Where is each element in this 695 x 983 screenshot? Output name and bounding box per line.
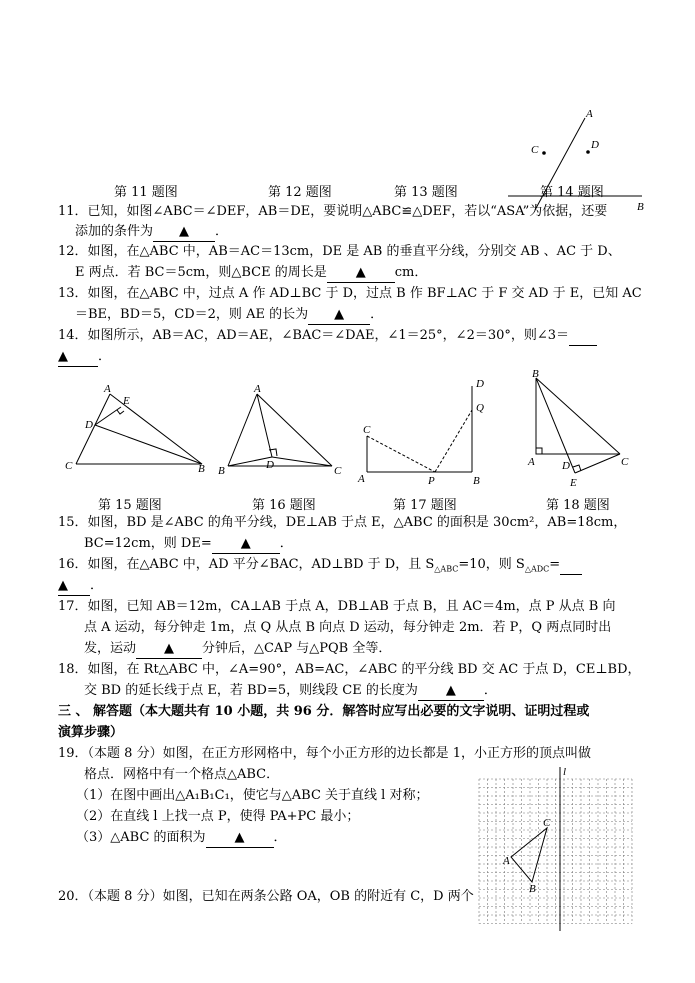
q11-line2: [75, 223, 228, 242]
fig19-label-a: A: [503, 855, 510, 867]
q19-p3-text: （3）△ABC 的面积为: [76, 830, 206, 845]
fig19-label-c: C: [543, 817, 551, 829]
q16-sub-adc: △ADC: [524, 564, 550, 574]
q17-line3: [84, 640, 391, 659]
q12-line1: 12．如图，在△ABC 中，AB＝AC＝13cm，DE 是 AB 的垂直平分线，分别交 AB 、AC 于 D、: [58, 244, 621, 259]
q19-part2: （2）在直线 l 上找一点 P，使得 PA+PC 最小；: [76, 809, 360, 824]
fig16-label-b: B: [218, 465, 225, 477]
q11-text: 添加的条件为: [75, 224, 154, 239]
q20-line1: 20．（本题 8 分）如图，已知在两条公路 OA，OB 的附近有 C，D 两个: [58, 889, 474, 904]
q16-answer-blank[interactable]: ▲: [58, 577, 90, 596]
q17-line2: 点 A 运动，每分钟走 1m，点 Q 从点 B 向点 D 运动，每分钟走 2m．若 P，Q 两点同时出: [84, 620, 612, 635]
caption-18: 第 18 题图: [546, 498, 610, 513]
q13-line2: [75, 306, 383, 325]
q17-end: 分钟后，△CAP 与△PQB 全等．: [202, 641, 392, 656]
fig18-label-c: C: [621, 456, 629, 468]
figure-16: [215, 380, 350, 480]
q18-answer-blank[interactable]: ▲: [418, 682, 484, 701]
q14-answer-blank[interactable]: ▲: [58, 348, 98, 367]
caption-13: 第 13 题图: [394, 185, 458, 200]
q19-end: ．: [273, 830, 287, 845]
q14-text: 14．如图所示，AB＝AC，AD＝AE，∠BAC＝∠DAE，∠1＝25°，∠2＝30°，则∠3＝: [58, 328, 570, 343]
q19-answer-blank[interactable]: ▲: [206, 829, 274, 848]
figure-18: [522, 368, 637, 490]
q15-end: ．: [279, 536, 293, 551]
fig15-label-a: A: [104, 383, 111, 395]
section3-title-cont: 演算步骤）: [58, 725, 124, 740]
q17-text: 发，运动: [84, 641, 137, 656]
caption-11: 第 11 题图: [114, 185, 178, 200]
figure-17: [355, 376, 495, 486]
q17-line1: 17．如图，已知 AB＝12m，CA⊥AB 于点 A，DB⊥AB 于点 B，且 AC＝4m，点 P 从点 B 向: [58, 599, 616, 614]
fig15-label-b: B: [198, 463, 205, 475]
fig17-label-a: A: [358, 473, 365, 485]
fig18-label-e: E: [570, 477, 577, 489]
q14-line2: [58, 348, 111, 367]
fig19-label-b: B: [529, 883, 536, 895]
figure-15: [62, 382, 212, 477]
q16-line2: [58, 577, 103, 596]
q16-text-a: 16．如图，在△ABC 中，AD 平分∠BAC，AD⊥BD 于 D，且 S: [58, 557, 435, 572]
q14-end: ．: [98, 349, 112, 364]
fig18-label-b: B: [532, 368, 539, 380]
q12-line2: [75, 264, 427, 283]
q11-line1: 11．已知，如图∠ABC＝∠DEF，AB＝DE，要说明△ABC≌△DEF，若以“ASA”为依据，还要: [58, 204, 608, 219]
caption-15: 第 15 题图: [98, 498, 162, 513]
fig18-label-d: D: [562, 460, 570, 472]
section3-title: 三 、 解答题（本大题共有 10 小题，共 96 分．解答时应写出必要的文字说明、证明过程或: [58, 704, 590, 719]
fig17-label-q: Q: [476, 402, 484, 414]
q15-line2: [84, 535, 293, 554]
q13-line1: 13．如图，在△ABC 中，过点 A 作 AD⊥BC 于 D，过点 B 作 BF⊥AC 于 F 交 AD 于 E，已知 AC: [58, 286, 642, 301]
q18-line1: 18．如图，在 Rt△ABC 中，∠A=90°，AB=AC，∠ABC 的平分线 BD 交 AC 于点 D，CE⊥BD，: [58, 662, 641, 677]
q17-answer-blank[interactable]: ▲: [136, 640, 202, 659]
fig15-label-e: E: [123, 395, 130, 407]
fig17-label-b: B: [473, 475, 480, 486]
q16-answer-blank-start[interactable]: [560, 556, 582, 575]
fig16-label-a: A: [254, 383, 261, 395]
fig14-label-b: B: [637, 201, 644, 213]
fig14-label-c: C: [531, 144, 539, 156]
fig16-label-c: C: [334, 465, 342, 477]
q12-unit: cm．: [394, 265, 428, 280]
q15-answer-blank[interactable]: ▲: [212, 535, 280, 554]
q13-text: ＝BE，BD＝5，CD＝2，则 AE 的长为: [75, 307, 309, 322]
q14-answer-blank-start[interactable]: [569, 327, 597, 346]
caption-14: 第 14 题图: [540, 185, 604, 200]
q13-end: ．: [370, 307, 384, 322]
q14-line1: [58, 327, 597, 346]
q15-line1: 15．如图，BD 是∠ABC 的角平分线，DE⊥AB 于点 E，△ABC 的面积是 30cm²，AB=18cm，: [58, 515, 627, 530]
q19-line1: 19．（本题 8 分）如图，在正方形网格中，每个小正方形的边长都是 1，小正方形的顶点叫做: [58, 746, 591, 761]
fig18-label-a: A: [528, 456, 535, 468]
q19-line2: 格点．网格中有一个格点△ABC．: [84, 767, 280, 782]
fig19-label-l: l: [563, 766, 567, 778]
q11-end: ．: [215, 224, 229, 239]
q12-text: E 两点．若 BC＝5cm，则△BCE 的周长是: [75, 265, 327, 280]
q16-line1: [58, 556, 582, 579]
q16-sub-abc: △ABC: [434, 564, 459, 574]
fig16-label-d: D: [266, 459, 274, 471]
fig14-label-a: A: [586, 108, 593, 120]
q18-text: 交 BD 的延长线于点 E，若 BD=5，则线段 CE 的长度为: [84, 683, 418, 698]
fig17-label-d: D: [476, 378, 484, 390]
q16-text-b: =10，则 S: [458, 557, 525, 572]
q19-part1: （1）在图中画出△A₁B₁C₁，使它与△ABC 关于直线 l 对称；: [76, 788, 429, 803]
fig15-label-d: D: [85, 419, 93, 431]
q18-end: ．: [483, 683, 497, 698]
caption-16: 第 16 题图: [252, 498, 316, 513]
q12-answer-blank[interactable]: ▲: [327, 264, 395, 283]
fig17-label-c: C: [363, 424, 371, 436]
caption-17: 第 17 题图: [393, 498, 457, 513]
fig15-label-c: C: [65, 460, 73, 472]
fig17-label-p: P: [428, 475, 435, 486]
q11-answer-blank[interactable]: ▲: [153, 223, 215, 242]
q15-text: BC=12cm，则 DE=: [84, 536, 212, 551]
q16-end: ．: [90, 578, 104, 593]
q16-text-c: =: [549, 557, 561, 572]
fig14-label-d: D: [591, 139, 599, 151]
figure-19-grid: [474, 765, 639, 933]
q13-answer-blank[interactable]: ▲: [308, 306, 370, 325]
caption-12: 第 12 题图: [268, 185, 332, 200]
q18-line2: [84, 682, 497, 701]
q19-part3: [76, 829, 287, 848]
